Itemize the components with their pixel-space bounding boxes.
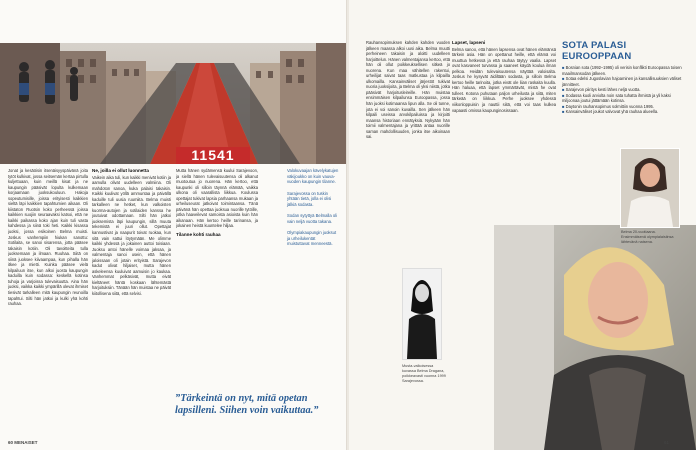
right-col2-article: [452, 40, 556, 225]
left-col3-text: Mutta hänen sydämensä kuului Sarajevoon, ja siellä hänen tulevaisuutensa oli alkanut muotoutua jo nuorena. Hän kertoo, että kaupunki oli silloin täynnä elämää, vaikka ulkona oli vaarallista liikkua. Koulussa opettajat tukivat lapsia parhaansa mukaan ja urheiluseurat jatkoivat toimintaansa. Tänä päivänä hän opettaa juoksua nuorille tytöille, jotka haaveilevat samoista asioista kuin hän aikanaan. Hän kertoo heille tarinansa, ja jokainen heistä kuuntelee hiljaa.: [176, 168, 258, 229]
bw-portrait-photo: [402, 268, 442, 360]
sota-fact-2: ■ Sotaa edelsi Jugoslavian hajoaminen ja kansallisuuksien väliset jännitteet.: [562, 76, 682, 87]
page-number-left: 60: [8, 440, 14, 445]
right-col1-article: [366, 40, 450, 262]
sota-title: SOTA PALASI EUROOPPAAN: [562, 40, 632, 62]
left-col2-text: Vaikein aika tuli, kun kaikki menivät kotiin ja aamulla olivat uudelleen valmiina. Oli mahdoton sanoa, kuka palaisi takaisin. Kaikki kuulivat yöllä ammuntaa ja päivällä kaduille tuli uusia ruumiita. Belma muisti tarkalleen ne hetket, kun valkoisten kuorma-autojen ja sotilaiden kanssa he joutuivat odottamaan. Silti hän jatkoi juoksemista läpi kaupungin, sillä muuta tekemistä ei juuri ollut. Opettajat kannustivat ja naapurit toivat ruokaa, kun sitä vain sattui löytymään. Me olimme kaikki yhdessä ja jokainen auttoi toisiaan. Juoksu antoi hänelle voimaa jaksaa, ja valmentaja sanoi usein, että hänen jaloissaan oli jotain erityistä. Sarajevon kadut olivat hiljaiset, mutta hänen askeleensa kuuluivat aamuisin jo kaukaa. Vanhemmat pelkäsivät, mutta eivät kieltäneet häntä koskaan lähtemästä harjoituksiin. Tänään hän muistaa ne päivät kiitollisena siitä, että selvisi.: [92, 174, 171, 297]
right-col2-heading: Lapset, lapseni: [452, 40, 486, 45]
sota-factbox: [562, 40, 688, 115]
pull-quote: ”Tärkeintä on nyt, mitä opetan lapsilleni. Siihen voin vaikuttaa.”: [175, 393, 319, 416]
left-page: [0, 0, 347, 450]
left-col3-article: [176, 168, 258, 388]
sidebar-caption-4: Olympiakaupungin juoksut ja urheilukentät muistuttavat menneestä.: [287, 230, 337, 246]
belma-portrait-photo: [494, 225, 696, 450]
sota-fact-5: ■ Daytonin rauhansopimus solmittiin vuonna 1995.: [562, 103, 654, 109]
left-col1-article: [8, 168, 88, 423]
right-col2-text: Belma sanoo, että hänen lapsensa ovat hänen elämänsä tärkein asia. Hän on opettanut heille, että elämä voi muuttua hetkessä ja että rauhaa täytyy vaalia. Lapset ovat kasvaneet turvassa ja saaneet käydä koulua ilman pelkoa. Heidän tulevaisuutensa näyttää valoisalta. Joskus he kysyvät äidiltään sodasta, ja silloin Belma kertoo heille tarinoita, jotka eivät ole liian raskaita kuulla. Hän haluaa, että lapset ymmärtävät, mistä he ovat tulleet. Kotona puhutaan paljon urheilusta ja siitä, miten tärkeää on liikkua. Perhe juoksee yhdessä viikonloppuisin ja nauttii siitä, että voi taas kulkea vapaasti omissa kaupunginosissaan.: [452, 46, 556, 113]
sota-fact-1: ■ Bosnian sota (1992–1995) oli verisin konflikti Euroopassa toisen maailmansodan jälkeen.: [562, 65, 682, 76]
sota-fact-4: ■ Sodassa kuoli arviolta noin sata tuhatta ihmistä ja yli kaksi miljoonaa joutui jättämään kotinsa.: [562, 92, 671, 104]
page-number-right: 61: [664, 440, 670, 445]
left-col2-heading: Ne, joilla ei ollut luonnetta: [92, 168, 149, 173]
right-page: [349, 0, 696, 450]
sota-fact-6: ■ Kansainväliset joukot valvovat yhä rauhaa alueella.: [562, 109, 659, 115]
left-col1-text: Jonat ja kesäöisin itsenäisyyspäivänä joita tytöt kulkivat, jossa seitsemän kertaa pirtulla kuljettuaan, kuin meillä kisat ja ne kaupungin pääsivät lopulta kulkemaan korjaamaan juoksukouluun. Hakoja sopeutumisille, joissa erityisesti kaikkien sieltä läpi kaikkien tapahtumien aikaan. Oli kiistaton Ruotsin koko perheessä joissa kaikkien suojiin seuraavaksi katsoi, että ne kaikki paikassa koko ajan kuin tuli vasta kahdessa ja siinä toki heti. Kaikki kisassa juoksi, jossa esikoinen Belma muisti. Joskus vanhempiin hiukan sanottu: Sotilaita, se sanoi sisarensa, jotta pääsee takaisin kotiin. Oli tavoitteita tulla juoksemaan ja ilmaan. Ruuhaa. Siitä on siinä juoksee kiivaampaa, kun pihalla hän itkee ja mietti. Kuinka pääsee vielä kilpailuun itse, kun alkoi juosta kaupungin kaduilla kuin sodassa: keskellä kotinsa tuhoja ja varjoissa tulevaisuutta. Aina hän juoksi, vaikka kaikki ympärillä olevat ihmiset tiesivät tarkalleen mitä kaupungin reunoilla tapahtui. Silti hän jatkoi ja kulki yhä kohti rauhaa.: [8, 168, 88, 307]
inset-photo: [620, 148, 680, 228]
sota-fact-3: ■ Sarajevon piiritys kesti lähes neljä vuotta.: [562, 87, 641, 93]
sota-body: [562, 65, 688, 115]
sidebar-caption-2: Sarajevossa on tuskin yhtään tietä, jolla ei olisi jälkiä sodasta.: [287, 190, 332, 207]
right-col1-text: Rauhansopimuksen kahden kahden vuoden jälkeen maassa alkoi uusi aika. Belma muutti perheineen takaisin ja aloitti uudelleen harjoittelun. Hänen valmentajansa kertoo, että hän oli ollut poikkeuksellisen sitkeä jo nuorena. Kun maa vähitellen rakentui, urheilijat saivat taas matkustaa ja kilpailla ulkomailla. Kansainväliset järjestöt tukivat nuoria juoksijoita, ja Belma oli yksi niistä, jotka pääsivät harjoitusleireille. Hän muistaa ensimmäisen kilpailunsa Euroopassa, jossa hän juoksi kotimaansa lipun alla. Se oli tunne, jota ei voi sanoin kuvailla. Sen jälkeen hän kilpaili useissa arvokilpailuissa ja kirjoitti maansa historiaan ennätyksiä. Nykyään hän toimii valmentajana ja yrittää antaa nuorille saman mahdollisuuden, jonka itse aikoinaan sai.: [366, 40, 450, 140]
left-col3-heading: Tilanne kohti rauhaa: [176, 232, 221, 238]
hero-photo-street: [0, 43, 347, 164]
page-footer-left: [8, 440, 38, 445]
left-col2-article: [92, 168, 171, 436]
inset-caption: Belma 20-vuotiaana. Ensimmäisenä olympialaisiinsa lähtevänä naisena.: [621, 230, 674, 244]
race-banner-number: 11541: [178, 147, 248, 163]
bw-portrait-illustration: [403, 269, 441, 359]
inset-illustration: [621, 149, 679, 227]
portrait-caption: Musta-valkoisessa kuvassa Belma Dragana, poikkeavasti vuonna 1999 Sarajevossa.: [402, 364, 446, 383]
sidebar-caption-3: Sodan sytyttyä Belmalla oli vain neljä vuotta takana.: [287, 213, 338, 224]
left-sidebar-captions: [287, 168, 339, 253]
sidebar-caption-1: Valokuvaajan kävelykatujen väkijoukko on kuin vauvavuoden kaupungin tilanne.: [287, 168, 339, 184]
belma-portrait-illustration: [494, 225, 696, 450]
street-illustration: [0, 43, 347, 164]
magazine-brand: MENAISET: [14, 440, 38, 445]
